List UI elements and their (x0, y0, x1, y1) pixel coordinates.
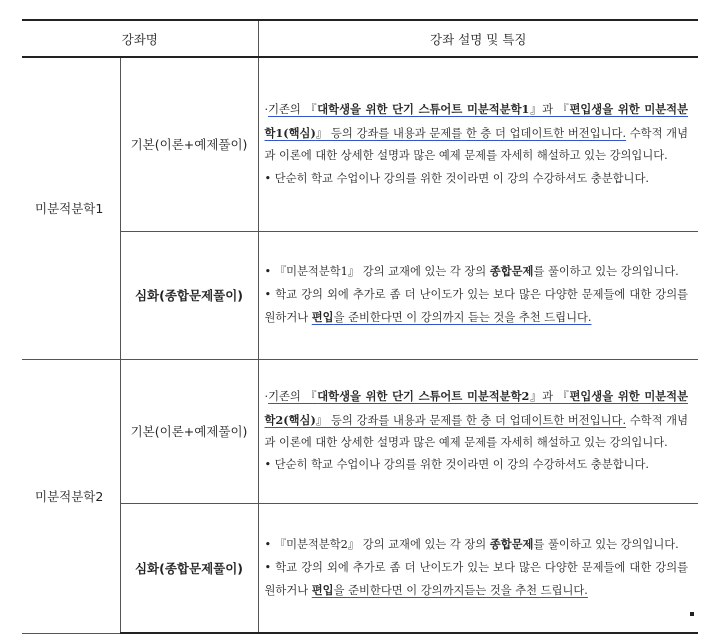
desc-text: 』과 『 (529, 390, 570, 404)
desc-text: 』 등의 강좌를 내용과 문제를 한 층 더 업데이트한 버전입니다. (315, 126, 627, 140)
level-cell: 기본(이론+예제풀이) (120, 57, 258, 231)
desc-text: • 『미분적분학1』 강의 교재에 있는 각 장의 (264, 265, 490, 279)
end-marker-square (690, 612, 694, 616)
desc-text: • 학교 강의 외에 추가로 좀 더 난이도가 있는 보다 많은 다양한 문제들에 대한 강의를 원하거나 (264, 560, 689, 597)
level-cell: 심화(종합문제풀이) (120, 503, 258, 633)
desc-bold-text: 편입 (311, 310, 334, 325)
desc-text: 을 준비한다면 이 강의까지듣는 것을 추천 드립니다. (333, 583, 588, 597)
desc-bold-text: 편입 (311, 582, 334, 597)
description-cell (258, 231, 698, 359)
level-cell: 심화(종합문제풀이) (120, 231, 258, 359)
desc-text: • 『미분적분학2』 강의 교재에 있는 각 장의 (264, 538, 490, 552)
desc-text: 』과 『 (529, 103, 570, 117)
desc-bold-text: 종합문제 (489, 537, 534, 552)
desc-bold-text: 편입생을 위한 미분적분학1(핵심) (264, 102, 688, 140)
desc-text: 기존의 『 (268, 390, 318, 404)
course-name-cell: 미분적분학2 (22, 359, 120, 633)
table-header-row (22, 20, 698, 57)
table-row (22, 231, 698, 359)
desc-text: 』 등의 강좌를 내용과 문제를 한 층 더 업데이트한 버전입니다. (315, 413, 627, 427)
desc-bold-text: 편입생을 위한 미분적분학2(핵심) (264, 389, 688, 427)
bullet-dot: · (264, 103, 269, 117)
table-row (22, 503, 698, 633)
desc-text: 기존의 『 (268, 103, 318, 117)
desc-text: • 학교 강의 외에 추가로 좀 더 난이도가 있는 보다 많은 다양한 문제들에 대한 강의를 원하거나 (264, 287, 689, 325)
desc-text: 수학적 개념과 이론에 대한 상세한 설명과 많은 예제 문제를 자세히 해설하고 있는 강의입니다. (264, 126, 689, 163)
description-cell (258, 359, 698, 503)
desc-text: • 단순히 학교 수업이나 강의를 위한 것이라면 이 강의 수강하셔도 충분합니다. (264, 458, 649, 472)
description-cell (258, 503, 698, 633)
course-table (22, 19, 698, 634)
desc-text: • 단순히 학교 수업이나 강의를 위한 것이라면 이 강의 수강하셔도 충분합니다. (264, 171, 649, 185)
desc-text: 를 풀이하고 있는 강의입니다. (533, 538, 679, 552)
desc-text: 를 풀이하고 있는 강의입니다. (533, 265, 679, 279)
desc-bold-text: 대학생을 위한 단기 스튜어트 미분적분학2 (317, 389, 530, 404)
header-course-name: 강좌명 (22, 20, 258, 57)
course-name-cell: 미분적분학1 (22, 57, 120, 359)
table-row (22, 57, 698, 231)
desc-bold-text: 대학생을 위한 단기 스튜어트 미분적분학1 (317, 102, 530, 117)
desc-text: 수학적 개념과 이론에 대한 상세한 설명과 많은 예제 문제를 자세히 해설하고 있는 강의입니다. (264, 413, 689, 449)
table-row (22, 359, 698, 503)
desc-bold-text: 종합문제 (489, 264, 534, 279)
level-cell: 기본(이론+예제풀이) (120, 359, 258, 503)
bullet-dot: · (264, 390, 269, 404)
header-course-description: 강좌 설명 및 특징 (258, 20, 698, 57)
desc-text: 을 준비한다면 이 강의까지 듣는 것을 추천 드립니다. (333, 311, 592, 325)
description-cell (258, 57, 698, 231)
